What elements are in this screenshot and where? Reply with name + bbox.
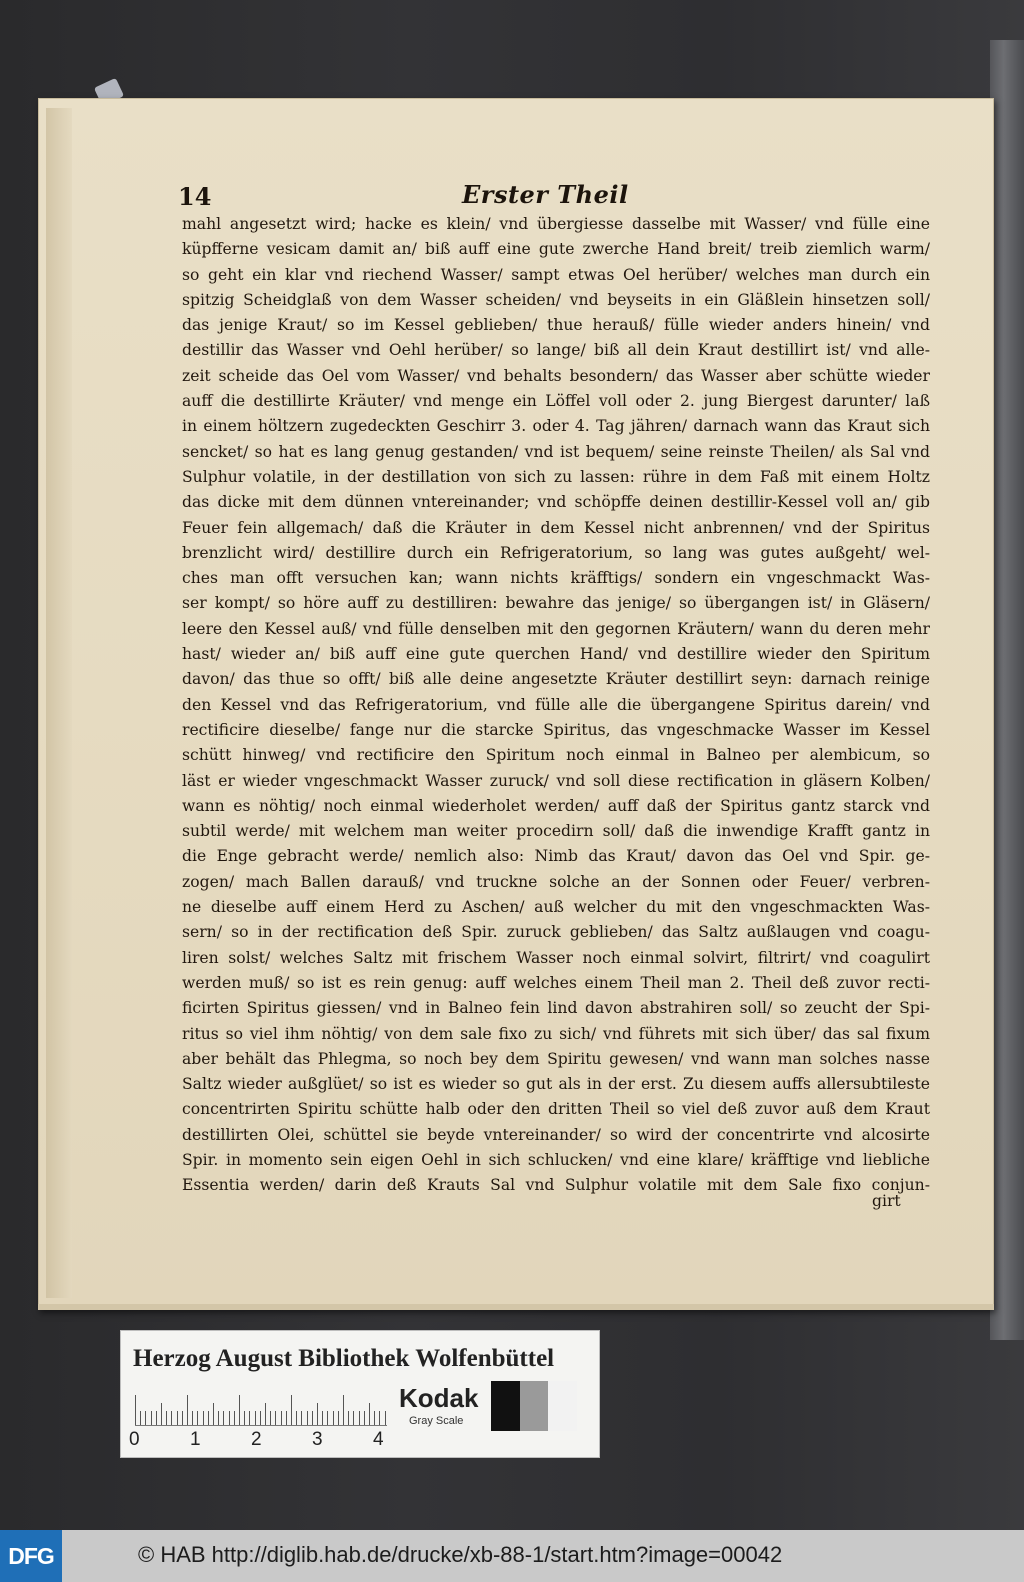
text-line: so geht ein klar vnd riechend Wasser/ sampt etwas Oel herüber/ welches man durch ein <box>182 265 930 284</box>
body-text <box>182 212 930 1199</box>
page-edge-strip <box>990 40 1024 1340</box>
ruler-tick <box>161 1403 162 1425</box>
text-line: destillir das Wasser vnd Oehl herüber/ so lange/ biß all dein Kraut destillirt ist/ vnd alle- <box>182 341 930 360</box>
ruler-tick <box>223 1411 224 1425</box>
ruler-tick <box>135 1395 136 1425</box>
text-line: subtil werde/ mit welchem man weiter procedirn soll/ daß die inwendige Krafft gantz in <box>182 822 930 841</box>
text-line: spitzig Scheidglaß von dem Wasser scheiden/ vnd beyseits in ein Gläßlein hinsetzen soll/ <box>182 290 930 309</box>
gray-scale-swatches <box>491 1381 577 1431</box>
ruler-tick <box>348 1411 349 1425</box>
text-line: zeit scheide das Oel vom Wasser/ vnd behalts besondern/ das Wasser aber schütte wieder <box>182 366 930 385</box>
ruler-number: 1 <box>190 1429 201 1450</box>
ruler-tick <box>213 1403 214 1425</box>
ruler-tick <box>379 1411 380 1425</box>
kodak-brand: Kodak <box>399 1383 479 1413</box>
text-line: destillirten Olei, schüttel sie beyde vntereinander/ so wird der concentrirte vnd alcosirte <box>182 1125 930 1144</box>
ruler-tick <box>265 1403 266 1425</box>
text-line: Spir. in momento sein eigen Oehl in sich schlucken/ vnd eine klare/ kräfftige vnd liebliche <box>182 1150 930 1169</box>
ruler-tick <box>208 1411 209 1425</box>
ruler-tick <box>317 1403 318 1425</box>
page-bottom-edge <box>38 1304 994 1310</box>
text-line: hast/ wieder an/ biß auff eine gute querchen Hand/ vnd destillire wieder den Spiritum <box>182 645 930 664</box>
ruler-tick <box>312 1411 313 1425</box>
ruler-number: 3 <box>312 1429 323 1450</box>
ruler-tick <box>177 1411 178 1425</box>
page-header <box>178 180 918 216</box>
text-line: schütt hinweg/ vnd rectificire den Spiritum noch einmal in Balneo per alembicum, so <box>182 746 930 765</box>
dfg-logo[interactable]: DFG <box>0 1530 62 1582</box>
ruler-tick <box>359 1411 360 1425</box>
text-line: ches man offt versuchen kan; wann nichts kräfftigs/ sondern ein vngeschmackt Was- <box>182 569 930 588</box>
ruler-tick <box>218 1411 219 1425</box>
page-number: 14 <box>178 182 212 211</box>
ruler-tick <box>364 1411 365 1425</box>
ruler-tick <box>275 1411 276 1425</box>
text-line: ser kompt/ so höre auff zu destilliren: bewahre das jenige/ so übergangen ist/ in Gläsern/ <box>182 594 930 613</box>
ruler-tick <box>182 1411 183 1425</box>
ruler-tick <box>239 1395 240 1425</box>
text-line: ritus so viel ihm nöhtig/ von dem sale fixo zu sich/ vnd führets mit sich über/ das sal fixum <box>182 1024 930 1043</box>
ruler-number: 0 <box>129 1429 140 1450</box>
text-line: zogen/ mach Ballen darauß/ vnd truckne solche an der Sonnen oder Feuer/ verbren- <box>182 872 930 891</box>
text-line: sern/ so in der rectification deß Spir. zuruck geblieben/ das Saltz außlaugen vnd coagu- <box>182 923 930 942</box>
gray-swatch <box>520 1381 549 1431</box>
text-line: küpfferne vesicam damit an/ biß auff eine gute zwerche Hand breit/ treib ziemlich warm/ <box>182 240 930 259</box>
text-line: concentrirten Spiritu schütte halb oder den dritten Theil so viel deß zuvor auß dem Kraut <box>182 1100 930 1119</box>
ruler-tick <box>156 1411 157 1425</box>
text-line: Essentia werden/ darin deß Krauts Sal vnd Sulphur volatile mit dem Sale fixo conjun- <box>182 1176 930 1195</box>
text-line: auff die destillirte Kräuter/ vnd menge ein Löffel voll oder 2. jung Biergest darunter/ laß <box>182 392 930 411</box>
ruler-tick <box>385 1411 386 1425</box>
text-line: mahl angesetzt wird; hacke es klein/ vnd übergiesse dasselbe mit Wasser/ vnd fülle eine <box>182 215 930 233</box>
gray-swatch <box>491 1381 520 1431</box>
library-color-chart-label <box>120 1330 600 1458</box>
text-line: läst er wieder vngeschmackt Wasser zuruck/ vnd soll diese rectification in gläsern Kolben/ <box>182 771 930 790</box>
ruler-tick <box>203 1411 204 1425</box>
ruler-tick <box>140 1411 141 1425</box>
ruler-tick <box>333 1411 334 1425</box>
ruler-tick <box>338 1411 339 1425</box>
ruler-number: 4 <box>373 1429 384 1450</box>
text-line: davon/ das thue so offt/ biß alle deine angesetzte Kräuter destillirt seyn: darnach reinige <box>182 670 930 689</box>
ruler-tick <box>301 1411 302 1425</box>
text-line: in einem höltzern zugedeckten Geschirr 3. oder 4. Tag jähren/ darnach wann das Kraut sich <box>182 417 930 436</box>
library-name: Herzog August Bibliothek Wolfenbüttel <box>133 1345 555 1372</box>
ruler-tick <box>151 1411 152 1425</box>
text-line: Feuer fein allgemach/ daß die Kräuter in dem Kessel nicht anbrennen/ vnd der Spiritus <box>182 518 930 537</box>
ruler-tick <box>171 1411 172 1425</box>
measurement-ruler <box>135 1389 387 1426</box>
ruler-tick <box>270 1411 271 1425</box>
text-line: aber behält das Phlegma, so noch bey dem Spiritu gewesen/ vnd wann man solches nasse <box>182 1049 930 1068</box>
ruler-tick <box>197 1411 198 1425</box>
ruler-numbers <box>129 1429 389 1451</box>
gray-scale-caption: Gray Scale <box>409 1415 464 1427</box>
ruler-tick <box>307 1411 308 1425</box>
ruler-tick <box>234 1411 235 1425</box>
ruler-tick <box>145 1411 146 1425</box>
ruler-tick <box>291 1395 292 1425</box>
text-line: das dicke mit dem dünnen vntereinander; vnd schöpffe deinen destillir-Kessel voll an/ gib <box>182 493 930 512</box>
ruler-tick <box>322 1411 323 1425</box>
ruler-tick <box>353 1411 354 1425</box>
ruler-tick <box>166 1411 167 1425</box>
text-line: Saltz wieder außglüet/ so ist es wieder so gut als in der erst. Zu diesem auffs allersubtileste <box>182 1075 930 1094</box>
ruler-tick <box>260 1411 261 1425</box>
ruler-tick <box>192 1411 193 1425</box>
text-line: liren solst/ welches Saltz mit frischem Wasser noch einmal solvirt, filtrirt/ vnd coagulirt <box>182 948 930 967</box>
ruler-tick <box>249 1411 250 1425</box>
text-line: die Enge gebracht werde/ nemlich also: Nimb das Kraut/ davon das Oel vnd Spir. ge- <box>182 847 930 866</box>
ruler-tick <box>369 1403 370 1425</box>
ruler-tick <box>296 1411 297 1425</box>
text-line: werden muß/ so ist es rein genug: auff welches einem Theil man 2. Theil deß zuvor recti- <box>182 973 930 992</box>
text-line: das jenige Kraut/ so im Kessel geblieben/ thue herauß/ fülle wieder anders hinein/ vnd <box>182 316 930 335</box>
ruler-tick <box>327 1411 328 1425</box>
gray-swatch <box>548 1381 577 1431</box>
text-line: Sulphur volatile, in der destillation von sich zu lassen: rühre in dem Faß mit einem Holtz <box>182 467 930 486</box>
text-line: sencket/ so hat es lang genug gestanden/ vnd ist bequem/ seine reinste Theilen/ als Sal vnd <box>182 442 930 461</box>
text-line: ne dieselbe auff einem Herd zu Aschen/ auß welcher du mit den vngeschmackten Was- <box>182 898 930 917</box>
ruler-tick <box>286 1411 287 1425</box>
footer-bar <box>0 1530 1024 1582</box>
text-line: ficirten Spiritus giessen/ vnd in Balneo fein lind davon abstrahiren soll/ so zeucht der Spi- <box>182 999 930 1018</box>
ruler-tick <box>187 1395 188 1425</box>
text-line: brenzlicht wird/ destillire durch ein Refrigeratorium, so lang was gutes außgeht/ wel- <box>182 543 930 562</box>
ruler-tick <box>343 1395 344 1425</box>
catchword: girt <box>872 1192 901 1210</box>
ruler-tick <box>255 1411 256 1425</box>
text-line: wann es nöhtig/ noch einmal wiederholet werden/ auff daß der Spiritus gantz starck vnd <box>182 796 930 815</box>
running-head: Erster Theil <box>462 180 629 209</box>
ruler-tick <box>244 1411 245 1425</box>
copyright-url[interactable]: © HAB http://diglib.hab.de/drucke/xb-88-1/start.htm?image=00042 <box>138 1542 783 1567</box>
ruler-tick <box>229 1411 230 1425</box>
text-line: den Kessel vnd das Refrigeratorium, vnd fülle alle die übergangene Spiritus darein/ vnd <box>182 695 930 714</box>
text-line: leere den Kessel auß/ vnd fülle denselben mit den gegornen Kräutern/ wann du deren mehr <box>182 619 930 638</box>
text-line: rectificire dieselbe/ fange nur die starcke Spiritus, das vngeschmacke Wasser im Kessel <box>182 720 930 739</box>
ruler-tick <box>281 1411 282 1425</box>
ruler-tick <box>374 1411 375 1425</box>
ruler-number: 2 <box>251 1429 262 1450</box>
